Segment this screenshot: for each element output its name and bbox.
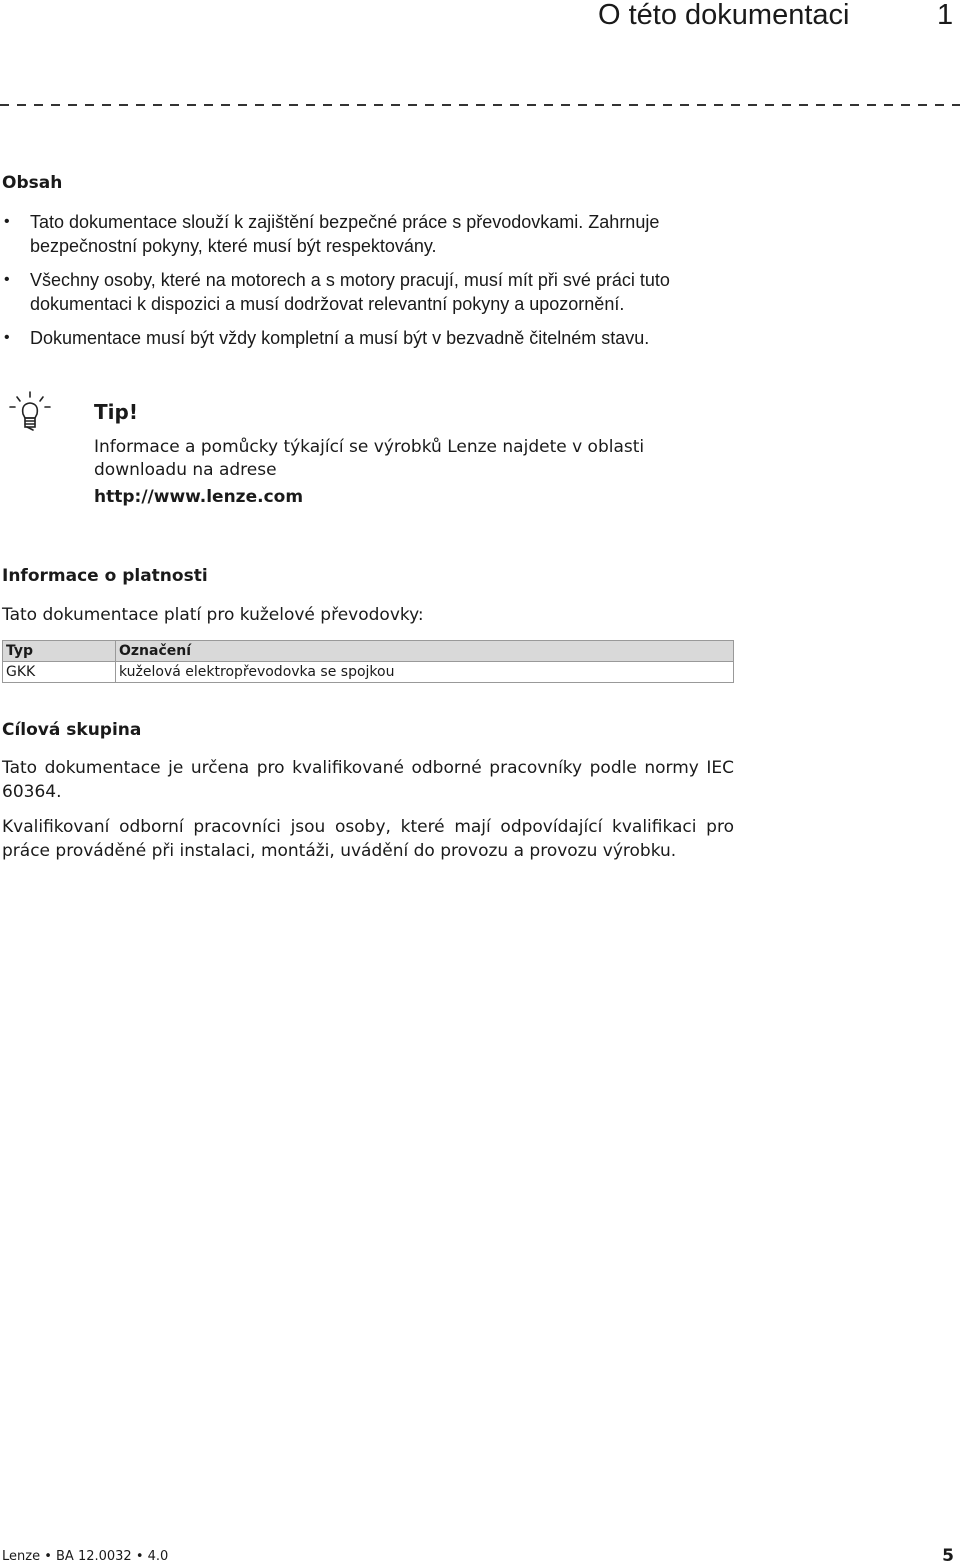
contents-heading: Obsah bbox=[2, 173, 63, 193]
table-header-row bbox=[3, 641, 734, 662]
tip-heading: Tip! bbox=[94, 400, 138, 424]
page-title: O této dokumentaci bbox=[598, 0, 850, 31]
target-group-heading: Cílová skupina bbox=[2, 720, 142, 740]
chapter-number: 1 bbox=[937, 0, 954, 31]
bullet-text: Dokumentace musí být vždy kompletní a musí být v bezvadně čitelném stavu. bbox=[30, 328, 650, 348]
tip-text: Informace a pomůcky týkající se výrobků Lenze najdete v oblasti downloadu na adrese bbox=[94, 437, 645, 480]
bullet-icon: • bbox=[4, 213, 10, 230]
target-group-paragraph-1: Tato dokumentace je určena pro kvalifikované odborné pracovníky podle normy IEC 60364. bbox=[2, 758, 734, 802]
list-item bbox=[0, 326, 760, 350]
lenze-website-link[interactable]: http://www.lenze.com bbox=[94, 487, 304, 507]
list-item bbox=[0, 268, 760, 316]
table-row bbox=[3, 662, 734, 683]
list-item bbox=[0, 210, 760, 258]
validity-heading: Informace o platnosti bbox=[2, 566, 208, 586]
footer-page-number: 5 bbox=[942, 1546, 954, 1566]
bullet-icon: • bbox=[4, 271, 10, 288]
cell-designation: kuželová elektropřevodovka se spojkou bbox=[116, 662, 734, 683]
contents-bullet-list bbox=[0, 210, 760, 360]
column-header-designation: Označení bbox=[116, 641, 734, 662]
validity-intro: Tato dokumentace platí pro kuželové převodovky: bbox=[2, 605, 424, 625]
bullet-icon: • bbox=[4, 329, 10, 346]
target-group-paragraph-2: Kvalifikovaní odborní pracovníci jsou osoby, které mají odpovídající kvalifikaci pro práce prováděné při instalaci, montáži, uvádění do provozu a provozu výrobku. bbox=[2, 817, 734, 861]
lightbulb-icon bbox=[8, 390, 52, 434]
footer-document-info: Lenze • BA 12.0032 • 4.0 bbox=[2, 1549, 169, 1564]
dashed-divider bbox=[0, 104, 960, 106]
validity-table bbox=[2, 640, 734, 683]
bullet-text: Všechny osoby, které na motorech a s motory pracují, musí mít při své práci tuto dokumentaci k dispozici a musí dodržovat relevantní pokyny a upozornění. bbox=[30, 270, 670, 314]
bullet-text: Tato dokumentace slouží k zajištění bezpečné práce s převodovkami. Zahrnuje bezpečnostní pokyny, které musí být respektovány. bbox=[30, 212, 660, 256]
cell-type: GKK bbox=[3, 662, 116, 683]
column-header-type: Typ bbox=[3, 641, 116, 662]
